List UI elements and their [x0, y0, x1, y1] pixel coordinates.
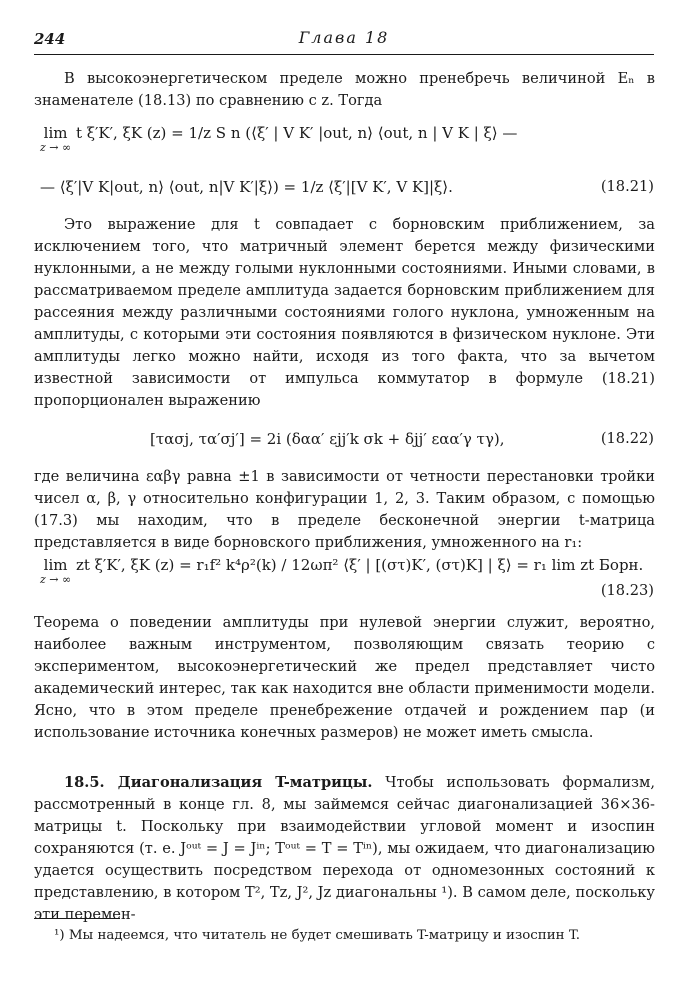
equation-number-18-21: (18.21)	[600, 178, 654, 195]
equation-18-22-expression: [τασj, τα′σj′] = 2i (δαα′ εjj′k σk + δjj′ εαα′γ τγ),	[150, 430, 505, 448]
page-number: 244	[34, 30, 66, 48]
equation-18-21-line-1-text: t ξ′K′, ξK (z) = 1/z S n (⟨ξ′ | V K′ |out, n⟩ ⟨out, n | V K | ξ⟩ —	[75, 124, 518, 142]
intro-paragraph: В высокоэнергетическом пределе можно пренебречь величиной Eₙ в знаменателе (18.13) по сравнению с z. Тогда	[34, 70, 655, 109]
equation-18-23-text: zt ξ′K′, ξK (z) = r₁f² k⁴ρ²(k) / 12ωπ² ⟨ξ′ | [(στ)K′, (στ)K] | ξ⟩ = r₁ lim zt Борн.	[75, 556, 644, 574]
theorem-paragraph: Теорема о поведении амплитуды при нулевой энергии служит, вероятно, наиболее важным инструментом, позволяющим связать теорию с экспериментом, высокоэнергетический же предел представляет чисто академический интерес, так как находится вне области применимости модели. Ясно, что в этом пределе пренебрежение отдачей и рождением пар (и использование источника конечных размеров) не может иметь смысла.	[34, 614, 655, 741]
epsilon-paragraph: где величина εαβγ равна ±1 в зависимости от четности перестановки тройки чисел α, β, γ относительно конфигурации 1, 2, 3. Таким образом, с помощью (17.3) мы находим, что в пределе бесконечной энергии t-матрица представляется в виде борновского приближения, умноженного на r₁:	[34, 468, 655, 551]
section-18-5	[34, 772, 655, 926]
limit-operator: lim z → ∞	[40, 556, 72, 586]
equation-18-23-line	[40, 556, 643, 586]
limit-subscript: z → ∞	[40, 573, 72, 586]
equation-number-18-22: (18.22)	[600, 430, 654, 447]
section-title: 18.5. Диагонализация T-матрицы.	[64, 774, 373, 791]
limit-subscript: z → ∞	[40, 141, 72, 154]
footnote: ¹) Мы надеемся, что читатель не будет смешивать T-матрицу и изоспин T.	[54, 928, 581, 943]
born-paragraph: Это выражение для t совпадает с борновским приближением, за исключением того, что матричный элемент берется между физическими нуклонными, а не между голыми нуклонными состояниями. Иными словами, в рассматриваемом пределе амплитуда задается борновским приближением для рассеяния между различными состояниями голого нуклона, умноженным на амплитуды, с которыми эти состояния появляются в физическом нуклоне. Эти амплитуды легко можно найти, исходя из того факта, что за вычетом известной зависимости от импульса коммутатор в формуле (18.21) пропорционален выражению	[34, 216, 655, 409]
page-header	[34, 24, 654, 55]
chapter-title: Глава 18	[298, 28, 390, 47]
limit-operator: lim z → ∞	[40, 124, 72, 154]
equation-18-21-line-2: — ⟨ξ′|V K|out, n⟩ ⟨out, n|V K′|ξ⟩) = 1/z ⟨ξ′|[V K′, V K]|ξ⟩.	[40, 178, 453, 196]
section-text: Чтобы использовать формализм, рассмотренный в конце гл. 8, мы займемся сейчас диагонализацией 36×36-матрицы t. Поскольку при взаимодействии угловой момент и изоспин сохраняются (т. е. Jᵒᵘᵗ = J = Jⁱⁿ; Tᵒᵘᵗ = T = Tⁱⁿ), мы ожидаем, что диагонализацию удается осуществить посредством перехода от одномезонных состояний к представлению, в котором T², Tz, J², Jz диагональны ¹). В самом деле, поскольку эти перемен-	[34, 774, 656, 923]
equation-18-21-line-1	[40, 124, 517, 154]
footnote-rule	[34, 918, 120, 919]
equation-number-18-23: (18.23)	[600, 582, 654, 599]
